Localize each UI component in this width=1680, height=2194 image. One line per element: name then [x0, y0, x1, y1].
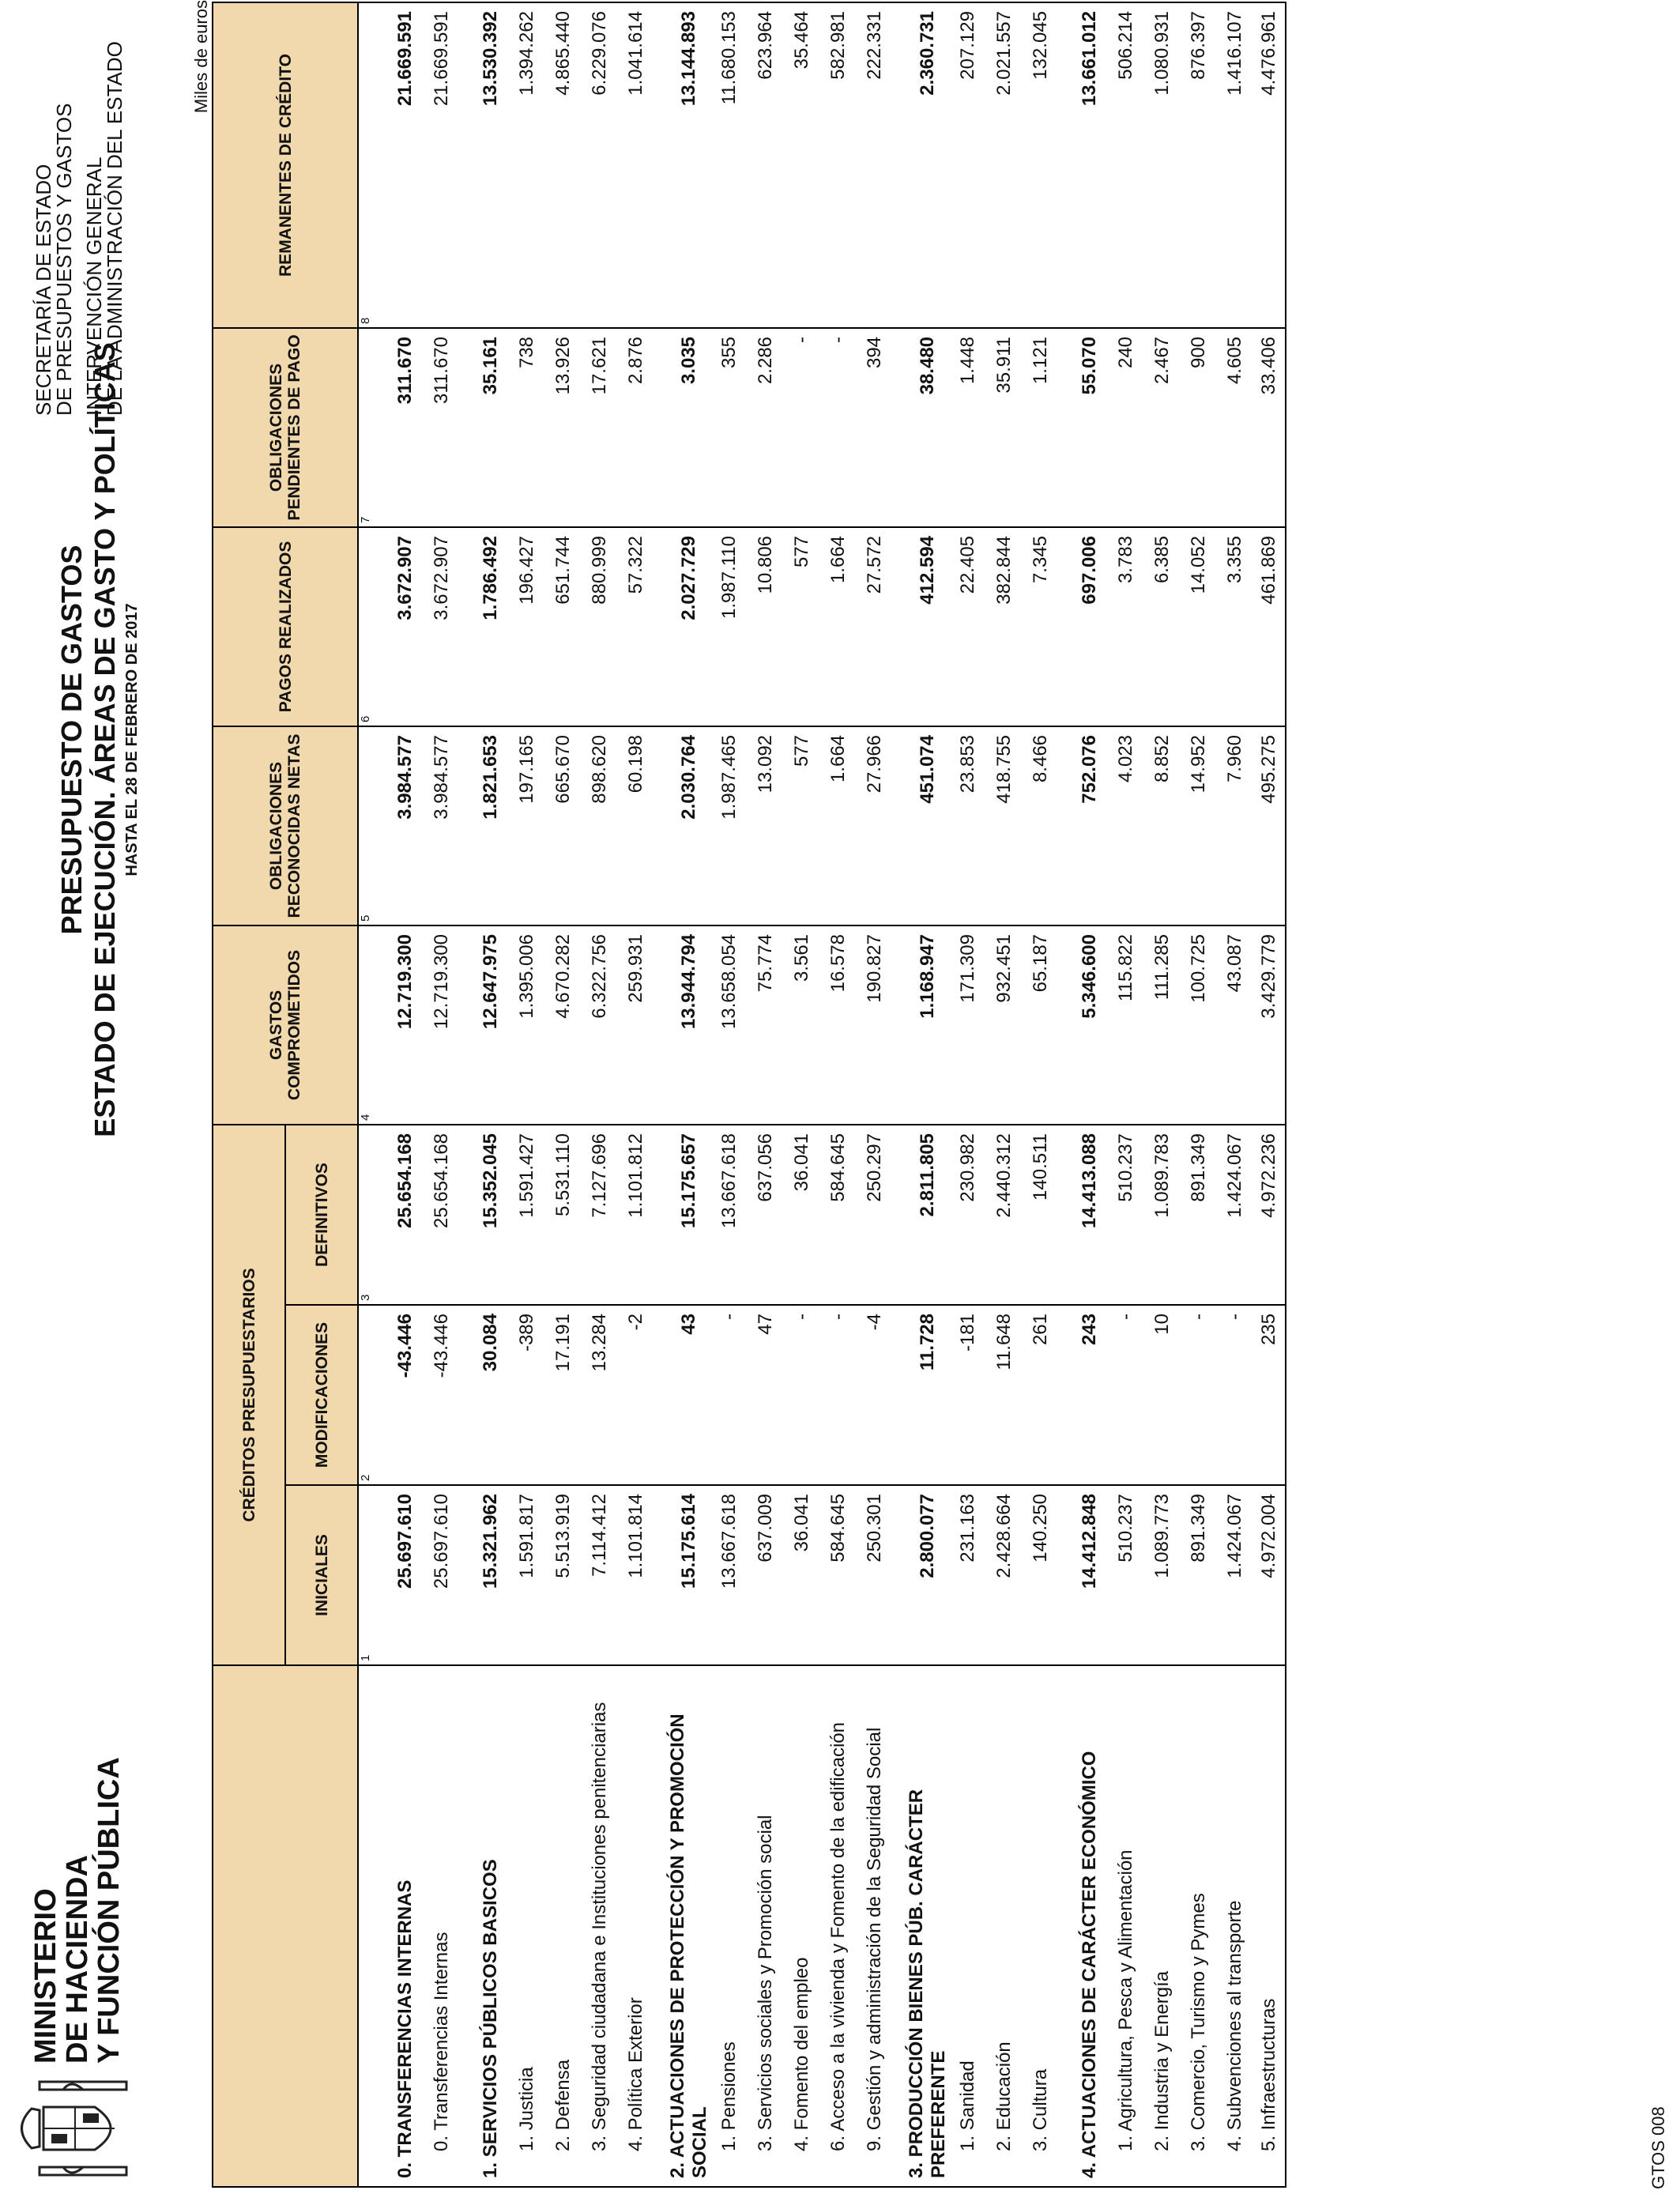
row-label: 4. ACTUACIONES DE CARÁCTER ECONÓMICO [1059, 1665, 1108, 2187]
ministry-line-1: MINISTERIO [29, 1888, 62, 2064]
cell-value: 382.844 [986, 527, 1023, 726]
row-label: 4. Subvenciones al transporte [1217, 1665, 1253, 2187]
cell-value: 250.301 [857, 1485, 893, 1665]
coat-of-arms-icon [8, 2077, 134, 2180]
cell-value: 65.187 [1023, 925, 1059, 1125]
cell-value: 697.006 [1059, 527, 1108, 726]
cell-value: - [820, 1305, 857, 1485]
cell-value: 259.931 [618, 925, 654, 1125]
iniciales-header: INICIALES [285, 1485, 358, 1665]
cell-value: 4.605 [1217, 328, 1253, 527]
cell-value: 506.214 [1108, 2, 1144, 328]
cell-value: 13.661.012 [1059, 2, 1108, 328]
policy-row [509, 2, 545, 2187]
column-index: 1 [358, 1485, 375, 1665]
cell-value: 33.406 [1253, 328, 1286, 527]
area-row [654, 2, 711, 2187]
definitivos-header: DEFINITIVOS [285, 1125, 358, 1305]
cell-value: 47 [748, 1305, 784, 1485]
title-line-2: ESTADO DE EJECUCIÓN. ÁREAS DE GASTO Y POLÍTICAS [89, 342, 121, 1137]
cell-value: 495.275 [1253, 726, 1286, 925]
cell-value: 637.056 [748, 1125, 784, 1305]
row-label: 1. Agricultura, Pesca y Alimentación [1108, 1665, 1144, 2187]
cell-value: - [1181, 1305, 1217, 1485]
cell-value: 900 [1181, 328, 1217, 527]
obligaciones-header: OBLIGACIONES RECONOCIDAS NETAS [213, 726, 358, 925]
cell-value: 3.035 [654, 328, 711, 527]
cell-value: 1.987.110 [711, 527, 748, 726]
secretaria-line-2: DE PRESUPUESTOS Y GASTOS [52, 103, 76, 416]
cell-value: 171.309 [950, 925, 986, 1125]
cell-value: 3.783 [1108, 527, 1144, 726]
row-label: 1. Justicia [509, 1665, 545, 2187]
cell-value: 15.175.657 [654, 1125, 711, 1305]
secretaria-block [33, 41, 125, 416]
cell-value: -389 [509, 1305, 545, 1485]
cell-value: 4.972.236 [1253, 1125, 1286, 1305]
row-label: 2. Industria y Energía [1144, 1665, 1181, 2187]
cell-value: 25.654.168 [424, 1125, 460, 1305]
cell-value: 13.944.794 [654, 925, 711, 1125]
policy-row [820, 2, 857, 2187]
policy-row [784, 2, 820, 2187]
row-label: 4. Política Exterior [618, 1665, 654, 2187]
policy-row [1023, 2, 1059, 2187]
cell-value: 235 [1253, 1305, 1286, 1485]
cell-value: 1.424.067 [1217, 1125, 1253, 1305]
cell-value: 11.680.153 [711, 2, 748, 328]
row-label: 3. Servicios sociales y Promoción social [748, 1665, 784, 2187]
cell-value: 5.346.600 [1059, 925, 1108, 1125]
cell-value: 243 [1059, 1305, 1108, 1485]
cell-value: 231.163 [950, 1485, 986, 1665]
cell-value: 1.101.814 [618, 1485, 654, 1665]
cell-value: 1.395.006 [509, 925, 545, 1125]
cell-value: 2.467 [1144, 328, 1181, 527]
cell-value: 11.728 [893, 1305, 950, 1485]
policy-row [545, 2, 582, 2187]
policy-row [1108, 2, 1144, 2187]
cell-value: 1.394.262 [509, 2, 545, 328]
cell-value: -43.446 [375, 1305, 424, 1485]
policy-row [1181, 2, 1217, 2187]
cell-value: 651.744 [545, 527, 582, 726]
remanentes-header: REMANENTES DE CRÉDITO [213, 2, 358, 328]
cell-value: -4 [857, 1305, 893, 1485]
policy-row [950, 2, 986, 2187]
cell-value: 4.023 [1108, 726, 1144, 925]
cell-value: 25.654.168 [375, 1125, 424, 1305]
cell-value: 35.911 [986, 328, 1023, 527]
cell-value: -181 [950, 1305, 986, 1485]
column-index: 3 [358, 1125, 375, 1305]
cell-value: 12.647.975 [460, 925, 509, 1125]
cell-value: 6.229.076 [582, 2, 618, 328]
cell-value: 17.191 [545, 1305, 582, 1485]
cell-value: 230.982 [950, 1125, 986, 1305]
cell-value: 880.999 [582, 527, 618, 726]
cell-value: 13.092 [748, 726, 784, 925]
cell-value: 1.591.427 [509, 1125, 545, 1305]
row-label: 0. Transferencias Internas [424, 1665, 460, 2187]
cell-value: 394 [857, 328, 893, 527]
cell-value: 1.080.931 [1144, 2, 1181, 328]
cell-value: 4.865.440 [545, 2, 582, 328]
cell-value: 27.572 [857, 527, 893, 726]
cell-value: 11.648 [986, 1305, 1023, 1485]
cell-value: 355 [711, 328, 748, 527]
policy-row [1253, 2, 1286, 2187]
cell-value: 418.755 [986, 726, 1023, 925]
cell-value: 584.645 [820, 1125, 857, 1305]
column-index: 8 [358, 2, 375, 328]
cell-value: 43.087 [1217, 925, 1253, 1125]
cell-value: - [1217, 1305, 1253, 1485]
cell-value: 932.451 [986, 925, 1023, 1125]
cell-value: 7.345 [1023, 527, 1059, 726]
policy-row [711, 2, 748, 2187]
cell-value: 577 [784, 726, 820, 925]
cell-value: 1.416.107 [1217, 2, 1253, 328]
cell-value: - [1108, 1305, 1144, 1485]
ministry-line-3: Y FUNCIÓN PÚBLICA [92, 1757, 126, 2064]
cell-value: 6.385 [1144, 527, 1181, 726]
cell-value: 21.669.591 [375, 2, 424, 328]
cell-value: 311.670 [375, 328, 424, 527]
cell-value: 1.591.817 [509, 1485, 545, 1665]
cell-value: 1.664 [820, 527, 857, 726]
cell-value: 10 [1144, 1305, 1181, 1485]
cell-value: 2.030.764 [654, 726, 711, 925]
cell-value: 5.513.919 [545, 1485, 582, 1665]
cell-value: 27.966 [857, 726, 893, 925]
cell-value: 4.476.961 [1253, 2, 1286, 328]
cell-value: 13.530.392 [460, 2, 509, 328]
cell-value: 35.464 [784, 2, 820, 328]
cell-value: 13.926 [545, 328, 582, 527]
cell-value: 1.786.492 [460, 527, 509, 726]
cell-value: 13.667.618 [711, 1125, 748, 1305]
cell-value: 207.129 [950, 2, 986, 328]
units-label: Miles de euros [191, 0, 211, 114]
cell-value: 16.578 [820, 925, 857, 1125]
column-index: 2 [358, 1305, 375, 1485]
policy-row [618, 2, 654, 2187]
cell-value: 2.876 [618, 328, 654, 527]
cell-value: 140.250 [1023, 1485, 1059, 1665]
row-label: 3. PRODUCCIÓN BIENES PÚB. CARÁCTER PREFERENTE [893, 1665, 950, 2187]
cell-value: 190.827 [857, 925, 893, 1125]
cell-value: 1.664 [820, 726, 857, 925]
cell-value: 1.987.465 [711, 726, 748, 925]
cell-value: 3.429.779 [1253, 925, 1286, 1125]
cell-value: 100.725 [1181, 925, 1217, 1125]
cell-value: 2.440.312 [986, 1125, 1023, 1305]
cell-value: -43.446 [424, 1305, 460, 1485]
cell-value: 21.669.591 [424, 2, 460, 328]
area-row [1059, 2, 1108, 2187]
cell-value: 55.070 [1059, 328, 1108, 527]
cell-value: 196.427 [509, 527, 545, 726]
column-index: 4 [358, 925, 375, 1125]
policy-row [857, 2, 893, 2187]
cell-value: 12.719.300 [375, 925, 424, 1125]
cell-value: 510.237 [1108, 1485, 1144, 1665]
cell-value: - [711, 1305, 748, 1485]
cell-value: 197.165 [509, 726, 545, 925]
cell-value: 240 [1108, 328, 1144, 527]
cell-value: 57.322 [618, 527, 654, 726]
cell-value: 1.121 [1023, 328, 1059, 527]
cell-value: 738 [509, 328, 545, 527]
cell-value: 1.041.614 [618, 2, 654, 328]
pendientes-header: OBLIGACIONES PENDIENTES DE PAGO [213, 328, 358, 527]
row-label: 0. TRANSFERENCIAS INTERNAS [375, 1665, 424, 2187]
cell-value: 876.397 [1181, 2, 1217, 328]
cell-value: 891.349 [1181, 1485, 1217, 1665]
policy-row [582, 2, 618, 2187]
cell-value: 582.981 [820, 2, 857, 328]
cell-value: 23.853 [950, 726, 986, 925]
cell-value: 5.531.110 [545, 1125, 582, 1305]
modificaciones-header: MODIFICACIONES [285, 1305, 358, 1485]
cell-value: 75.774 [748, 925, 784, 1125]
cell-value: 38.480 [893, 328, 950, 527]
cell-value: 2.800.077 [893, 1485, 950, 1665]
cell-value: 13.658.054 [711, 925, 748, 1125]
row-label: 3. Seguridad ciudadana e Instituciones penitenciarias [582, 1665, 618, 2187]
area-row [375, 2, 424, 2187]
cell-value: 13.667.618 [711, 1485, 748, 1665]
cell-value: 311.670 [424, 328, 460, 527]
cell-value: 623.964 [748, 2, 784, 328]
cell-value: 8.852 [1144, 726, 1181, 925]
cell-value: 2.027.729 [654, 527, 711, 726]
cell-value: 14.952 [1181, 726, 1217, 925]
cell-value: 2.360.731 [893, 2, 950, 328]
row-label: 5. Infraestructuras [1253, 1665, 1286, 2187]
cell-value: 1.089.783 [1144, 1125, 1181, 1305]
cell-value: 1.448 [950, 328, 986, 527]
column-index: 5 [358, 726, 375, 925]
cell-value: 15.175.614 [654, 1485, 711, 1665]
label-header [213, 1665, 358, 2187]
cell-value: 2.428.664 [986, 1485, 1023, 1665]
row-label: 2. Educación [986, 1665, 1023, 2187]
policy-row [1144, 2, 1181, 2187]
cell-value: 12.719.300 [424, 925, 460, 1125]
row-label: 2. ACTUACIONES DE PROTECCIÓN Y PROMOCIÓN SOCIAL [654, 1665, 711, 2187]
cell-value: 898.620 [582, 726, 618, 925]
cell-value: 132.045 [1023, 2, 1059, 328]
cell-value: 584.645 [820, 1485, 857, 1665]
row-label: 2. Defensa [545, 1665, 582, 2187]
cell-value: 461.869 [1253, 527, 1286, 726]
gastos-header: GASTOS COMPROMETIDOS [213, 925, 358, 1125]
row-label: 1. SERVICIOS PÚBLICOS BASICOS [460, 1665, 509, 2187]
cell-value: 2.286 [748, 328, 784, 527]
cell-value: 6.322.756 [582, 925, 618, 1125]
area-row [460, 2, 509, 2187]
cell-value: 451.074 [893, 726, 950, 925]
cell-value: 7.960 [1217, 726, 1253, 925]
cell-value: 22.405 [950, 527, 986, 726]
policy-row [424, 2, 460, 2187]
column-index: 7 [358, 328, 375, 527]
cell-value: 1.101.812 [618, 1125, 654, 1305]
cell-value: 4.670.282 [545, 925, 582, 1125]
cell-value: 25.697.610 [375, 1485, 424, 1665]
cell-value: 14.413.088 [1059, 1125, 1108, 1305]
cell-value: 3.672.907 [375, 527, 424, 726]
cell-value: 14.052 [1181, 527, 1217, 726]
policy-row [1217, 2, 1253, 2187]
cell-value: 30.084 [460, 1305, 509, 1485]
cell-value: 665.670 [545, 726, 582, 925]
row-label: 4. Fomento del empleo [784, 1665, 820, 2187]
ministry-name [30, 1757, 125, 2064]
cell-value: 35.161 [460, 328, 509, 527]
policy-row [748, 2, 784, 2187]
cell-value: 14.412.848 [1059, 1485, 1108, 1665]
budget-table [212, 2, 1286, 2188]
row-label: 1. Pensiones [711, 1665, 748, 2187]
row-label: 1. Sanidad [950, 1665, 986, 2187]
creditos-header: CRÉDITOS PRESUPUESTARIOS [213, 1125, 285, 1665]
cell-value: 43 [654, 1305, 711, 1485]
title-line-3: HASTA EL 28 DE FEBRERO DE 2017 [123, 603, 141, 876]
cell-value: 1.424.067 [1217, 1485, 1253, 1665]
cell-value: 3.672.907 [424, 527, 460, 726]
cell-value: 115.822 [1108, 925, 1144, 1125]
cell-value: 15.321.962 [460, 1485, 509, 1665]
cell-value: 577 [784, 527, 820, 726]
cell-value: 8.466 [1023, 726, 1059, 925]
cell-value: 752.076 [1059, 726, 1108, 925]
cell-value: 7.114.412 [582, 1485, 618, 1665]
intervencion-line-2: DE LA ADMINISTRACIÓN DEL ESTADO [103, 41, 126, 416]
cell-value: 25.697.610 [424, 1485, 460, 1665]
cell-value: 111.285 [1144, 925, 1181, 1125]
cell-value: 250.297 [857, 1125, 893, 1305]
cell-value: - [784, 1305, 820, 1485]
cell-value: 36.041 [784, 1125, 820, 1305]
cell-value: 10.806 [748, 527, 784, 726]
cell-value: 637.009 [748, 1485, 784, 1665]
cell-value: 3.984.577 [424, 726, 460, 925]
cell-value: 13.144.893 [654, 2, 711, 328]
row-label: 3. Cultura [1023, 1665, 1059, 2187]
cell-value: - [820, 328, 857, 527]
row-label: 3. Comercio, Turismo y Pymes [1181, 1665, 1217, 2187]
cell-value: 3.561 [784, 925, 820, 1125]
cell-value: 3.984.577 [375, 726, 424, 925]
cell-value: 510.237 [1108, 1125, 1144, 1305]
cell-value: 222.331 [857, 2, 893, 328]
cell-value: 17.621 [582, 328, 618, 527]
column-index-row [358, 2, 375, 2187]
ministry-line-2: DE HACIENDA [61, 1855, 94, 2064]
cell-value: -2 [618, 1305, 654, 1485]
cell-value: 140.511 [1023, 1125, 1059, 1305]
cell-value: 412.594 [893, 527, 950, 726]
title-line-1: PRESUPUESTO DE GASTOS [55, 545, 88, 935]
cell-value: 13.284 [582, 1305, 618, 1485]
cell-value: 261 [1023, 1305, 1059, 1485]
cell-value: 3.355 [1217, 527, 1253, 726]
policy-row [986, 2, 1023, 2187]
row-label: 9. Gestión y administración de la Seguridad Social [857, 1665, 893, 2187]
column-index: 6 [358, 527, 375, 726]
cell-value: 1.168.947 [893, 925, 950, 1125]
intervencion-line-1: INTERVENCIÓN GENERAL [82, 156, 106, 416]
cell-value: 1.089.773 [1144, 1485, 1181, 1665]
pagos-header: PAGOS REALIZADOS [213, 527, 358, 726]
cell-value: 1.821.653 [460, 726, 509, 925]
secretaria-line-1: SECRETARÍA DE ESTADO [32, 164, 55, 416]
cell-value: 4.972.004 [1253, 1485, 1286, 1665]
cell-value: 7.127.696 [582, 1125, 618, 1305]
cell-value: 60.198 [618, 726, 654, 925]
area-row [893, 2, 950, 2187]
cell-value: 2.811.805 [893, 1125, 950, 1305]
cell-value: 15.352.045 [460, 1125, 509, 1305]
cell-value: 891.349 [1181, 1125, 1217, 1305]
cell-value: 2.021.557 [986, 2, 1023, 328]
cell-value: - [784, 328, 820, 527]
cell-value: 36.041 [784, 1485, 820, 1665]
row-label: 6. Acceso a la vivienda y Fomento de la edificación [820, 1665, 857, 2187]
document-code: GTOS 008 [1648, 2106, 1668, 2189]
